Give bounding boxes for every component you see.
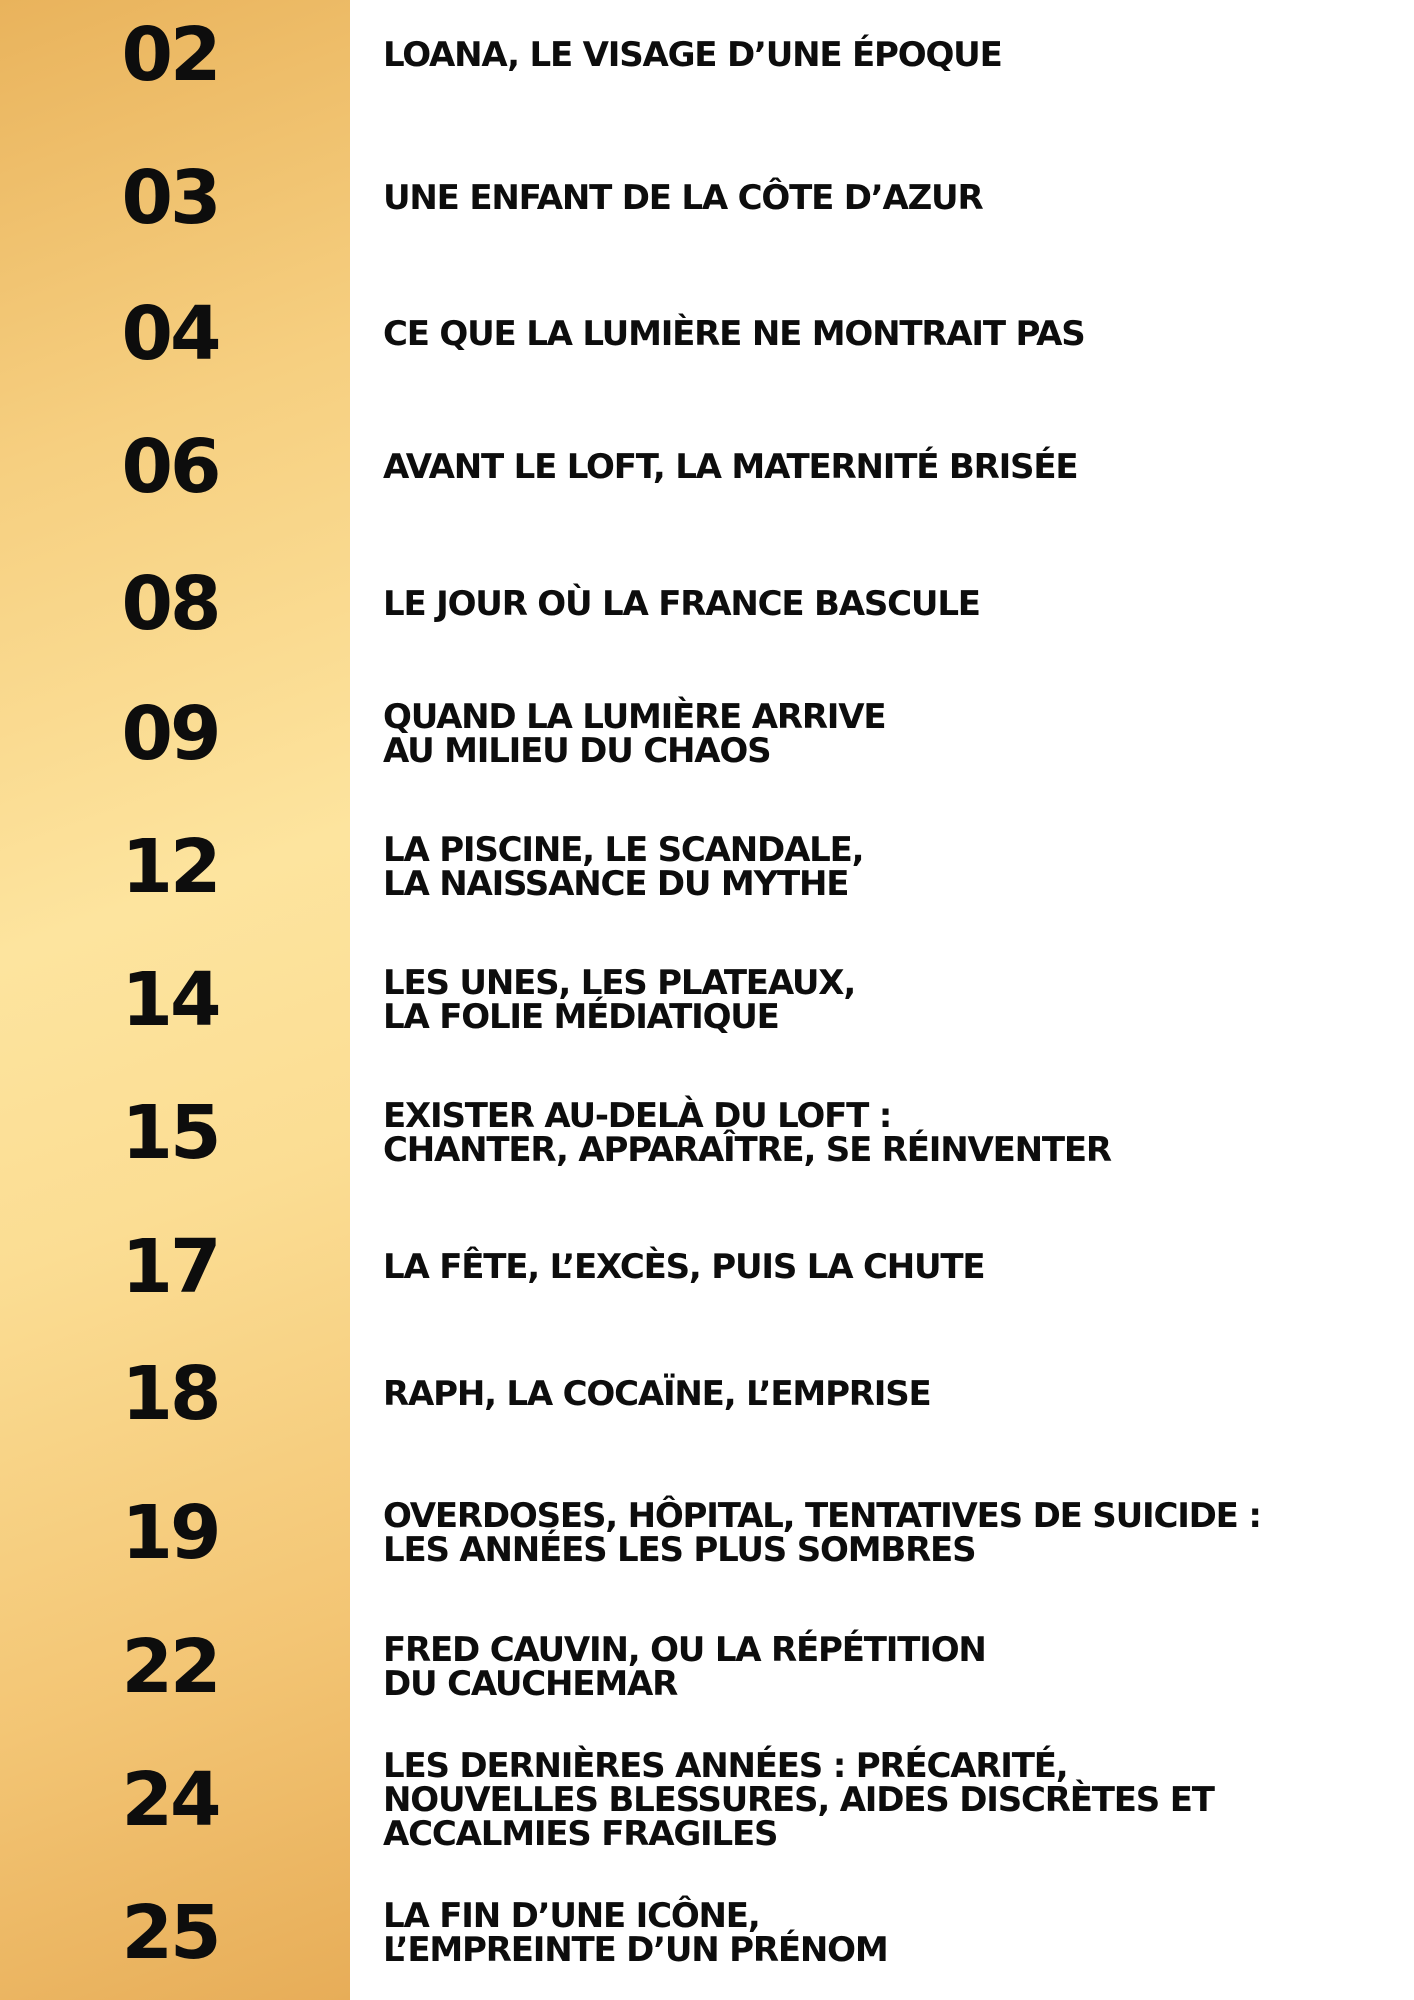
toc-entry [0,131,1414,265]
toc-chapter-title [383,267,1383,401]
toc-entry [0,1866,1414,2000]
toc-page-number: 08 [121,561,219,648]
toc-entry [0,933,1414,1067]
toc-chapter-title-line: EXISTER AU-DELÀ DU LOFT : [383,1096,892,1137]
toc-chapter-title [383,400,1383,534]
toc-entry [0,0,1414,122]
toc-chapter-title [383,1066,1383,1200]
toc-chapter-title [383,0,1383,122]
toc-chapter-title-line: LA FIN D’UNE ICÔNE, [383,1896,760,1937]
toc-chapter-title [383,1327,1383,1461]
toc-chapter-title-line: LA PISCINE, LE SCANDALE, [383,829,864,870]
toc-chapter-title-line: LES ANNÉES LES PLUS SOMBRES [383,1530,976,1571]
toc-chapter-title-line: LES UNES, LES PLATEAUX, [383,963,856,1004]
toc-entry [0,800,1414,934]
toc-entry [0,1733,1414,1867]
toc-page-number: 22 [121,1623,219,1710]
toc-chapter-title-line: RAPH, LA COCAÏNE, L’EMPRISE [383,1374,931,1414]
toc-chapter-title-line: LES DERNIÈRES ANNÉES : PRÉCARITÉ, [383,1745,1068,1786]
toc-page-number: 18 [121,1351,219,1437]
toc-entry [0,400,1414,534]
toc-entry [0,1200,1414,1334]
toc-entry [0,667,1414,801]
toc-chapter-title [383,1866,1383,2000]
toc-chapter-title-line: OVERDOSES, HÔPITAL, TENTATIVES DE SUICIDE : [383,1496,1261,1537]
toc-chapter-title-line: LA NAISSANCE DU MYTHE [383,863,849,904]
toc-chapter-title [383,800,1383,934]
toc-entry [0,1327,1414,1461]
toc-page-number: 15 [121,1090,219,1177]
toc-chapter-title [383,1200,1383,1334]
toc-entry [0,1066,1414,1200]
toc-page-number: 24 [121,1756,219,1843]
toc-page-number: 19 [121,1490,219,1577]
toc-chapter-title [383,131,1383,265]
toc-chapter-title-line: FRED CAUVIN, OU LA RÉPÉTITION [383,1629,986,1670]
toc-page-number: 04 [121,290,219,377]
toc-page-number: 03 [121,155,219,242]
toc-entry [0,1466,1414,1600]
toc-chapter-title-line: LA FOLIE MÉDIATIQUE [383,997,779,1038]
toc-chapter-title-line: QUAND LA LUMIÈRE ARRIVE [383,696,886,737]
toc-chapter-title [383,667,1383,801]
toc-entry [0,267,1414,401]
toc-chapter-title-line: CHANTER, APPARAÎTRE, SE RÉINVENTER [383,1130,1111,1171]
toc-chapter-title [383,1466,1383,1600]
toc-entry [0,537,1414,671]
toc-chapter-title-line: NOUVELLES BLESSURES, AIDES DISCRÈTES ET [383,1779,1214,1820]
toc-chapter-title-line: LA FÊTE, L’EXCÈS, PUIS LA CHUTE [383,1246,985,1287]
toc-page-number: 25 [121,1890,219,1977]
toc-page-number: 02 [121,12,219,98]
toc-chapter-title [383,537,1383,671]
toc-chapter-title [383,1733,1383,1867]
toc-chapter-title-line: UNE ENFANT DE LA CÔTE D’AZUR [383,178,983,219]
toc-page-number: 06 [121,423,219,510]
toc-chapter-title-line: CE QUE LA LUMIÈRE NE MONTRAIT PAS [383,313,1085,354]
toc-chapter-title-line: DU CAUCHEMAR [383,1663,678,1704]
toc-page-number: 09 [121,690,219,777]
toc-chapter-title [383,933,1383,1067]
toc-entry [0,1600,1414,1734]
toc-page-number: 12 [121,823,219,910]
toc-chapter-title-line: ACCALMIES FRAGILES [383,1813,778,1854]
toc-chapter-title-line: AU MILIEU DU CHAOS [383,730,771,771]
toc-chapter-title-line: AVANT LE LOFT, LA MATERNITÉ BRISÉE [383,446,1078,487]
toc-chapter-title-line: LE JOUR OÙ LA FRANCE BASCULE [383,584,980,625]
toc-chapter-title-line: LOANA, LE VISAGE D’UNE ÉPOQUE [383,35,1002,75]
toc-chapter-title [383,1600,1383,1734]
toc-page-number: 14 [121,957,219,1044]
toc-chapter-title-line: L’EMPREINTE D’UN PRÉNOM [383,1930,888,1971]
toc-page-number: 17 [121,1223,219,1310]
